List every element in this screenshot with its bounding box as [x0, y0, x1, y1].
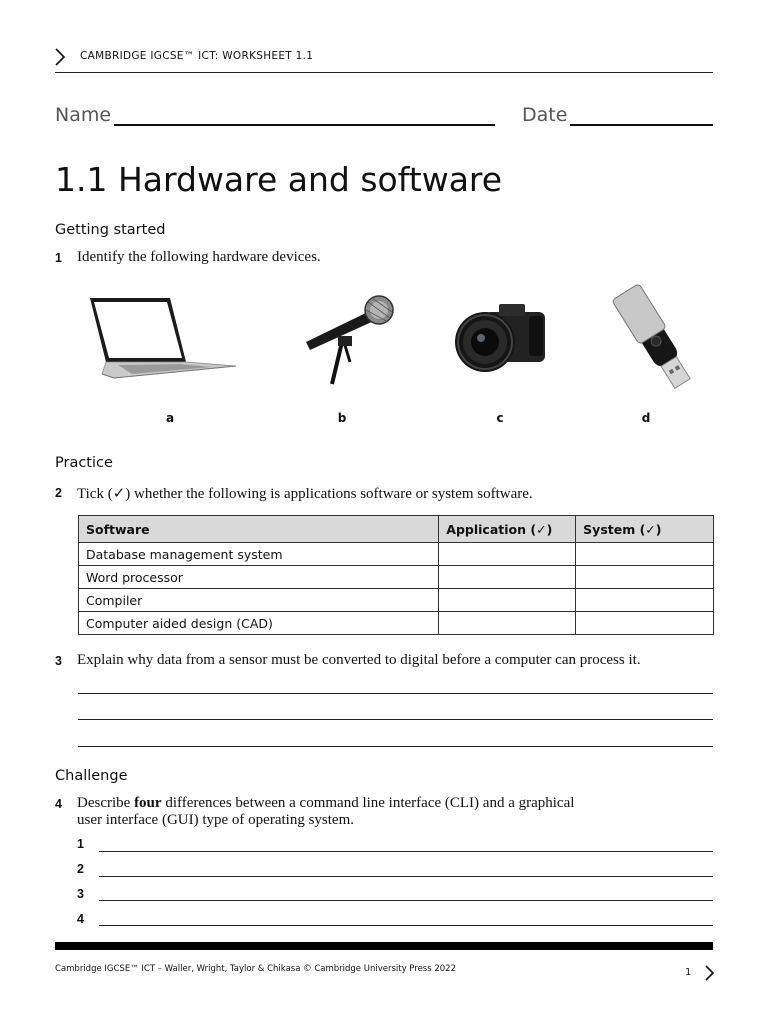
- image-label-b: b: [337, 411, 347, 425]
- image-label-d: d: [641, 411, 651, 425]
- footer-bar: [55, 942, 713, 950]
- answer-line[interactable]: [78, 693, 713, 694]
- system-tick-cell[interactable]: [576, 589, 714, 612]
- system-tick-cell[interactable]: [576, 566, 714, 589]
- answer-line[interactable]: [99, 851, 713, 852]
- question-4-text-line1: [77, 795, 574, 812]
- image-label-a: a: [165, 411, 175, 425]
- question-4-text-start: Describe: [77, 795, 135, 811]
- table-header-cell: System (✓): [576, 516, 714, 543]
- usb-drive-icon: [612, 278, 702, 396]
- date-field-line[interactable]: [570, 124, 713, 126]
- answer-line[interactable]: [78, 746, 713, 747]
- question-4-text-line2: user interface (GUI) type of operating system.: [77, 812, 354, 828]
- software-table: [78, 515, 714, 635]
- name-label: Name: [55, 104, 112, 126]
- system-tick-cell[interactable]: [576, 612, 714, 635]
- question-number-2: 2: [55, 486, 62, 500]
- section-challenge: Challenge: [55, 768, 128, 784]
- next-page-chevron-icon[interactable]: [703, 964, 715, 982]
- answer-line[interactable]: [99, 925, 713, 926]
- software-name-cell: Computer aided design (CAD): [79, 612, 439, 635]
- question-4-text-end: differences between a command line interface (CLI) and a graphical: [161, 795, 575, 811]
- section-practice: Practice: [55, 455, 113, 471]
- application-tick-cell[interactable]: [439, 589, 576, 612]
- answer-number: 3: [77, 887, 84, 901]
- table-header-cell: Software: [79, 516, 439, 543]
- answer-number: 4: [77, 912, 84, 926]
- question-4-emphasis: four: [134, 795, 162, 811]
- application-tick-cell[interactable]: [439, 612, 576, 635]
- software-name-cell: Compiler: [79, 589, 439, 612]
- camera-icon: [455, 300, 547, 376]
- footer-copyright: Cambridge IGCSE™ ICT – Waller, Wright, Taylor & Chikasa © Cambridge University Press 2022: [55, 964, 457, 974]
- page-title: 1.1 Hardware and software: [55, 160, 503, 199]
- question-1-text: Identify the following hardware devices.: [77, 249, 321, 265]
- table-row: [79, 566, 714, 589]
- laptop-icon: [88, 292, 240, 380]
- answer-line[interactable]: [99, 900, 713, 901]
- page-number: 1: [685, 967, 692, 978]
- table-header-row: [79, 516, 714, 543]
- name-field-line[interactable]: [114, 124, 495, 126]
- table-row: [79, 612, 714, 635]
- question-number-4: 4: [55, 797, 62, 811]
- software-name-cell: Word processor: [79, 566, 439, 589]
- question-3-text: Explain why data from a sensor must be converted to digital before a computer can process it.: [77, 652, 641, 668]
- answer-line[interactable]: [78, 719, 713, 720]
- question-2-text: Tick (✓) whether the following is applications software or system software.: [77, 486, 533, 502]
- image-label-c: c: [496, 411, 504, 425]
- question-number-1: 1: [55, 251, 62, 265]
- table-row: [79, 589, 714, 612]
- application-tick-cell[interactable]: [439, 543, 576, 566]
- question-number-3: 3: [55, 654, 62, 668]
- microphone-icon: [302, 292, 398, 388]
- software-name-cell: Database management system: [79, 543, 439, 566]
- header-title: CAMBRIDGE IGCSE™ ICT: WORKSHEET 1.1: [80, 50, 314, 62]
- answer-line[interactable]: [99, 876, 713, 877]
- system-tick-cell[interactable]: [576, 543, 714, 566]
- header-chevron-icon: [52, 46, 68, 68]
- table-header-cell: Application (✓): [439, 516, 576, 543]
- header-rule: [55, 72, 713, 73]
- answer-number: 1: [77, 837, 84, 851]
- date-label: Date: [522, 104, 568, 126]
- answer-number: 2: [77, 862, 84, 876]
- section-getting-started: Getting started: [55, 222, 166, 238]
- table-row: [79, 543, 714, 566]
- application-tick-cell[interactable]: [439, 566, 576, 589]
